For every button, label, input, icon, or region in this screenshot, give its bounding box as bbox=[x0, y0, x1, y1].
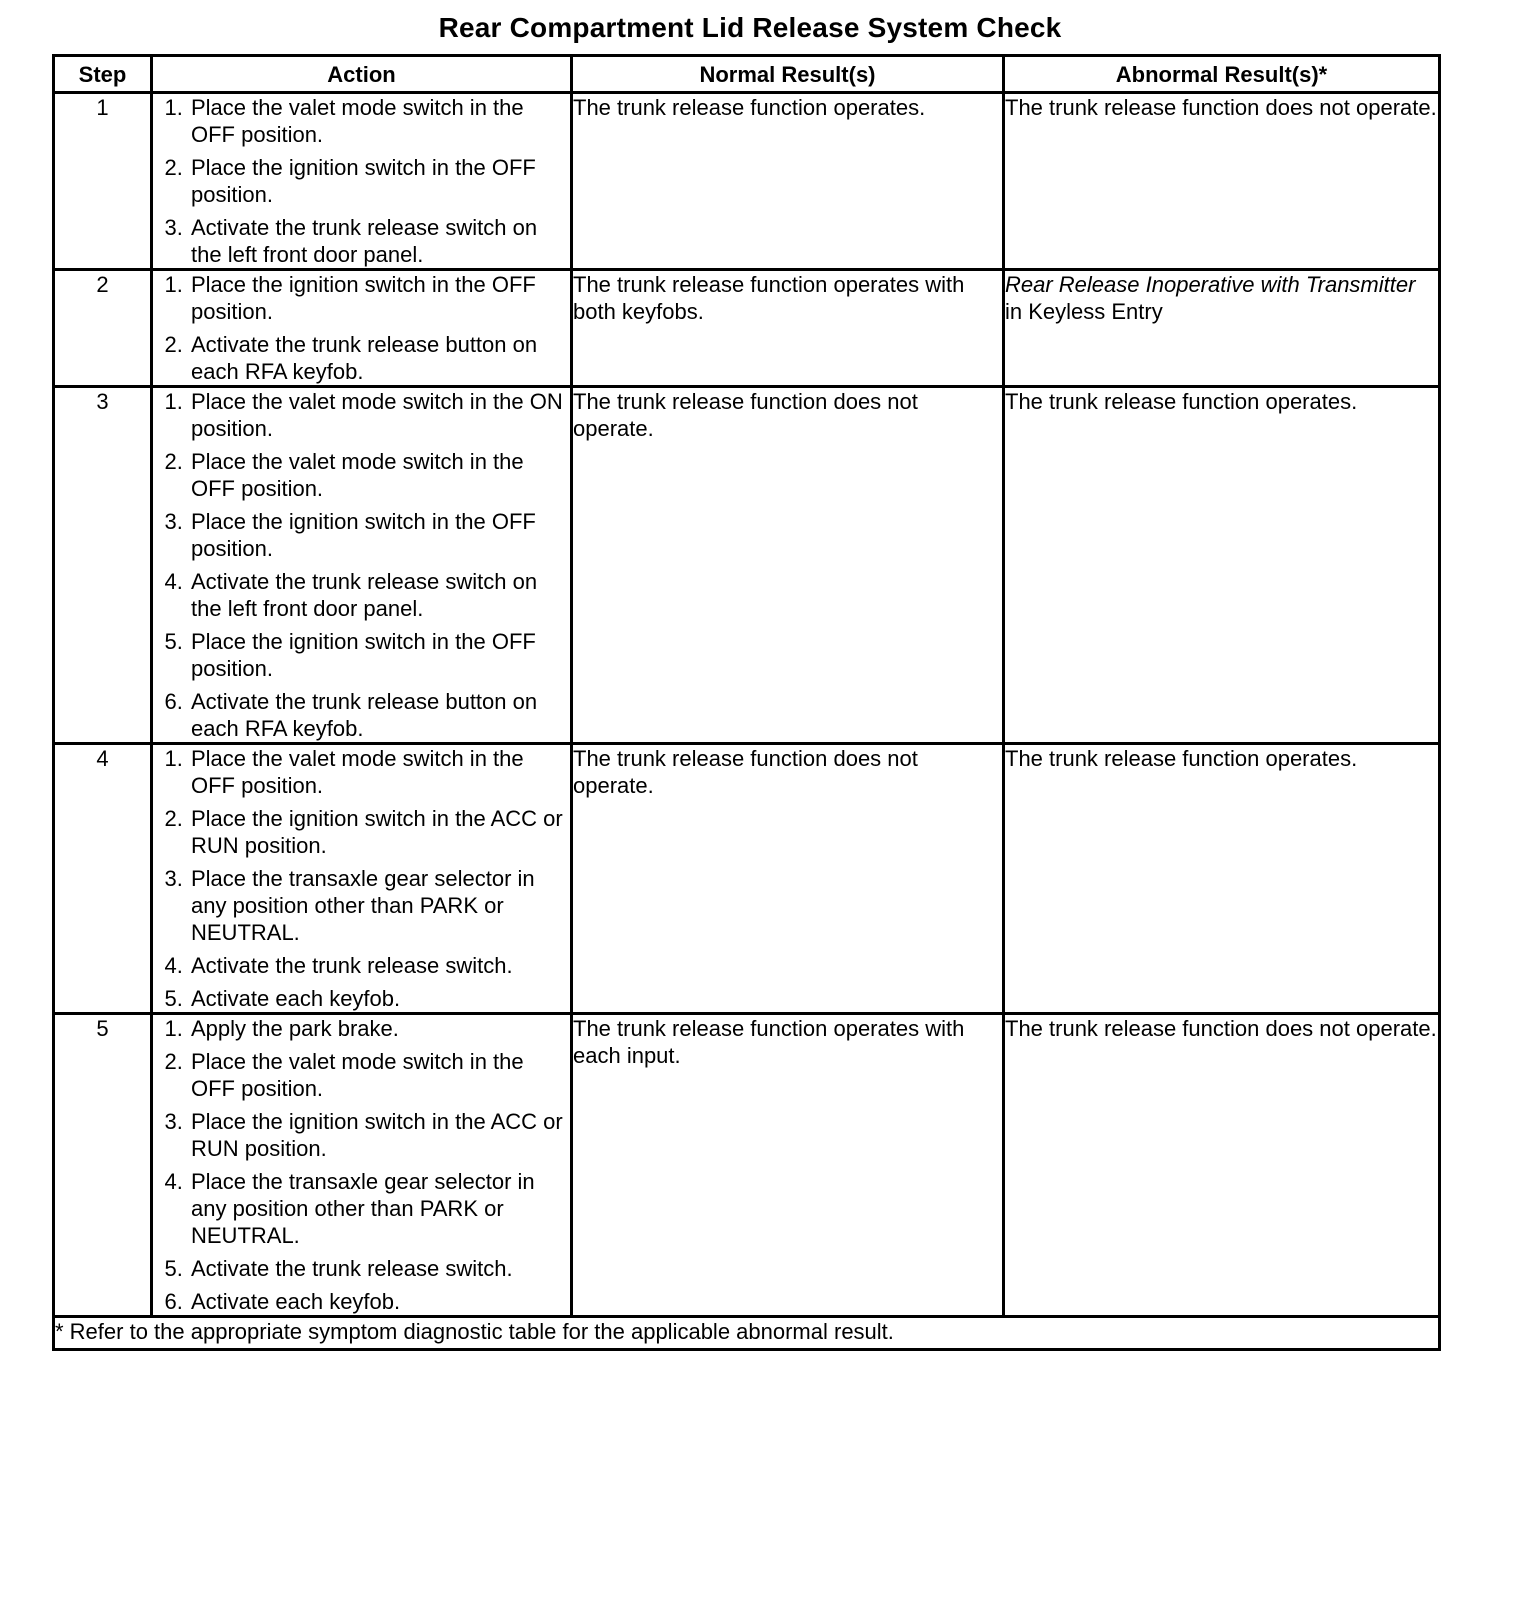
header-row bbox=[54, 56, 1440, 93]
action-cell bbox=[152, 270, 572, 387]
header-abnormal-results: Abnormal Result(s)* bbox=[1004, 56, 1440, 93]
list-item: 5. Activate each keyfob. bbox=[189, 985, 570, 1012]
abnormal-result: The trunk release function operates. bbox=[1004, 387, 1440, 744]
symptom-reference-link: Rear Release Inoperative with Transmitter bbox=[1005, 272, 1416, 297]
list-item: 3. Place the transaxle gear selector in any position other than PARK or NEUTRAL. bbox=[189, 865, 570, 946]
step-number: 3 bbox=[54, 387, 152, 744]
normal-result: The trunk release function does not operate. bbox=[572, 744, 1004, 1014]
normal-result: The trunk release function operates with each input. bbox=[572, 1014, 1004, 1317]
step-number: 4 bbox=[54, 744, 152, 1014]
table-row bbox=[54, 744, 1440, 1014]
list-item: 5. Place the ignition switch in the OFF position. bbox=[189, 628, 570, 682]
list-item: 4. Place the transaxle gear selector in any position other than PARK or NEUTRAL. bbox=[189, 1168, 570, 1249]
normal-result: The trunk release function does not operate. bbox=[572, 387, 1004, 744]
abnormal-result: The trunk release function operates. bbox=[1004, 744, 1440, 1014]
list-item: 1. Place the valet mode switch in the ON position. bbox=[189, 388, 570, 442]
action-cell bbox=[152, 93, 572, 270]
header-normal-results: Normal Result(s) bbox=[572, 56, 1004, 93]
list-item: 1. Apply the park brake. bbox=[189, 1015, 570, 1042]
list-item: 1. Place the valet mode switch in the OFF position. bbox=[189, 745, 570, 799]
list-item: 2. Place the valet mode switch in the OFF position. bbox=[189, 1048, 570, 1102]
action-list bbox=[153, 745, 570, 1012]
header-action: Action bbox=[152, 56, 572, 93]
list-item: 6. Activate each keyfob. bbox=[189, 1288, 570, 1315]
symptom-reference-location: in Keyless Entry bbox=[1005, 299, 1163, 324]
list-item: 4. Activate the trunk release switch on the left front door panel. bbox=[189, 568, 570, 622]
list-item: 3. Place the ignition switch in the OFF position. bbox=[189, 508, 570, 562]
action-cell bbox=[152, 1014, 572, 1317]
footnote-row bbox=[54, 1317, 1440, 1350]
abnormal-result bbox=[1004, 270, 1440, 387]
abnormal-result: The trunk release function does not operate. bbox=[1004, 1014, 1440, 1317]
list-item: 5. Activate the trunk release switch. bbox=[189, 1255, 570, 1282]
table-row bbox=[54, 387, 1440, 744]
list-item: 6. Activate the trunk release button on each RFA keyfob. bbox=[189, 688, 570, 742]
action-list bbox=[153, 388, 570, 742]
list-item: 2. Activate the trunk release button on each RFA keyfob. bbox=[189, 331, 570, 385]
normal-result: The trunk release function operates with both keyfobs. bbox=[572, 270, 1004, 387]
action-list bbox=[153, 94, 570, 268]
action-list bbox=[153, 1015, 570, 1315]
step-number: 5 bbox=[54, 1014, 152, 1317]
table-row bbox=[54, 93, 1440, 270]
step-number: 1 bbox=[54, 93, 152, 270]
list-item: 2. Place the ignition switch in the ACC or RUN position. bbox=[189, 805, 570, 859]
table-row bbox=[54, 270, 1440, 387]
header-step: Step bbox=[54, 56, 152, 93]
list-item: 4. Activate the trunk release switch. bbox=[189, 952, 570, 979]
list-item: 2. Place the valet mode switch in the OFF position. bbox=[189, 448, 570, 502]
step-number: 2 bbox=[54, 270, 152, 387]
normal-result: The trunk release function operates. bbox=[572, 93, 1004, 270]
action-cell bbox=[152, 387, 572, 744]
list-item: 1. Place the valet mode switch in the OFF position. bbox=[189, 94, 570, 148]
action-list bbox=[153, 271, 570, 385]
page-title: Rear Compartment Lid Release System Check bbox=[438, 12, 1062, 43]
list-item: 3. Activate the trunk release switch on the left front door panel. bbox=[189, 214, 570, 268]
list-item: 2. Place the ignition switch in the OFF position. bbox=[189, 154, 570, 208]
abnormal-result: The trunk release function does not operate. bbox=[1004, 93, 1440, 270]
list-item: 3. Place the ignition switch in the ACC or RUN position. bbox=[189, 1108, 570, 1162]
system-check-table bbox=[52, 54, 1441, 1351]
table-row bbox=[54, 1014, 1440, 1317]
footnote: * Refer to the appropriate symptom diagnostic table for the applicable abnormal result. bbox=[54, 1317, 1440, 1350]
list-item: 1. Place the ignition switch in the OFF position. bbox=[189, 271, 570, 325]
action-cell bbox=[152, 744, 572, 1014]
